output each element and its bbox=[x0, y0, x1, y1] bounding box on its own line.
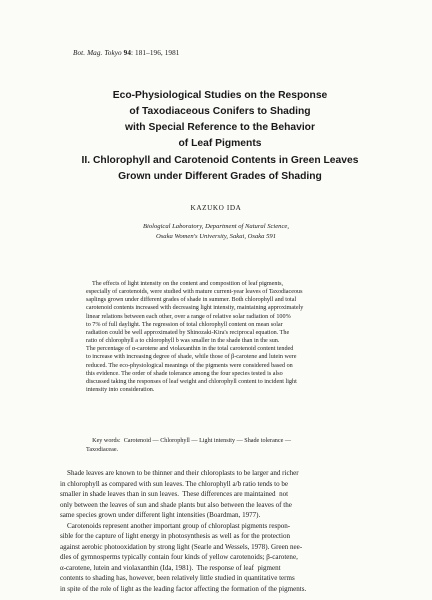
abstract-line: this evidence. The order of shade tolerance among the four species tested is also bbox=[86, 370, 283, 377]
affiliation bbox=[0, 222, 432, 242]
abstract-line: radiation could be well approximated by Shinozaki-Kira's reciprocal equation. The bbox=[86, 329, 290, 336]
author-name: KAZUKO IDA bbox=[190, 204, 242, 212]
abstract-line: to 7% of full daylight. The regression of total chlorophyll content on mean solar bbox=[86, 321, 283, 328]
volume-number: 94 bbox=[123, 49, 132, 57]
keywords-line: Key words: Carotenoid — Chlorophyll — Light intensity — Shade tolerance — bbox=[86, 438, 291, 444]
body-text bbox=[60, 468, 380, 595]
body-line: against aerobic photooxidation by strong light (Searle and Wessels, 1978). Green nee- bbox=[60, 542, 303, 551]
affiliation-line: Osaka Women's University, Sakai, Osaka 591 bbox=[155, 233, 277, 240]
title-line: of Taxodiaceous Conifers to Shading bbox=[129, 106, 311, 117]
paper-title bbox=[60, 88, 380, 152]
abstract-line: especially of carotenoids, were studied with mature current-year leaves of Taxodiaceous bbox=[86, 289, 303, 296]
body-line: dles of gymnosperms typically contain four kinds of yellow carotenoids; β-carotene, bbox=[60, 553, 298, 562]
body-line: in chlorophyll as compared with sun leaves. The chlorophyll a/b ratio tends to be bbox=[60, 479, 289, 488]
abstract-line: discussed taking the responses of leaf weight and chlorophyll content to incident light bbox=[86, 378, 297, 385]
abstract-line: The percentage of α-carotene and violaxanthin in the total carotenoid content tended bbox=[86, 346, 294, 353]
abstract-line: reduced. The eco-physiological meanings of the pigments were considered based on bbox=[86, 362, 293, 369]
title-line: Eco-Physiological Studies on the Response bbox=[112, 90, 328, 101]
subtitle-line: Grown under Different Grades of Shading bbox=[118, 171, 322, 182]
body-line: contents to shading has, however, been relatively little studied in quantitative terms bbox=[60, 574, 295, 583]
body-line: Carotenoids represent another important group of chloroplast pigments respon- bbox=[60, 521, 291, 530]
body-line: sible for the capture of light energy in photosynthesis as well as for the protection bbox=[60, 532, 291, 541]
body-line: smaller in shade leaves than in sun leaves. These differences are maintained not bbox=[60, 490, 289, 499]
page-range: : 181–196, 1981 bbox=[131, 49, 180, 57]
paper-subtitle bbox=[60, 153, 380, 185]
abstract-line: linear relations between each other, over a range of relative solar radiation of 100% bbox=[86, 313, 291, 320]
keywords bbox=[86, 437, 368, 454]
body-paragraph bbox=[60, 521, 380, 595]
abstract-line: saplings grown under different grades of shade in summer. Both chlorophyll and total bbox=[86, 297, 297, 304]
abstract-line: The effects of light intensity on the content and composition of leaf pigments, bbox=[86, 281, 284, 287]
title-line: with Special Reference to the Behavior bbox=[125, 122, 315, 133]
body-line: α-carotene, lutein and violaxanthin (Ida, 1981). The response of leaf pigment bbox=[60, 563, 281, 572]
abstract-line: to increase with increasing degree of shade, while those of β-carotene and lutein were bbox=[86, 354, 297, 361]
body-line: Shade leaves are known to be thinner and their chloroplasts to be larger and richer bbox=[60, 469, 299, 477]
affiliation-line: Biological Laboratory, Department of Natural Science, bbox=[143, 223, 289, 230]
journal-name: Bot. Mag. Tokyo bbox=[73, 49, 122, 57]
abstract-line: intensity into consideration. bbox=[86, 387, 155, 394]
keywords-line: Taxodiaceae. bbox=[86, 446, 119, 453]
abstract bbox=[86, 280, 368, 394]
subtitle-line: II. Chlorophyll and Carotenoid Contents in Green Leaves bbox=[81, 155, 359, 166]
abstract-line: carotenoid contents increased with decreasing light intensity, maintaining approximately bbox=[86, 305, 304, 312]
body-line: only between the leaves of sun and shade plants but also between the leaves of the bbox=[60, 500, 292, 509]
title-line: of Leaf Pigments bbox=[178, 138, 262, 149]
body-line: same species grown under different light intensities (Boardman, 1977). bbox=[60, 511, 261, 520]
abstract-line: ratio of chlorophyll a to chlorophyll b was smaller in the shade than in the sun. bbox=[86, 338, 280, 345]
citation bbox=[73, 49, 179, 57]
body-line: in spite of the role of light as the leading factor affecting the formation of the pigments. bbox=[60, 585, 307, 594]
body-paragraph bbox=[60, 468, 380, 521]
